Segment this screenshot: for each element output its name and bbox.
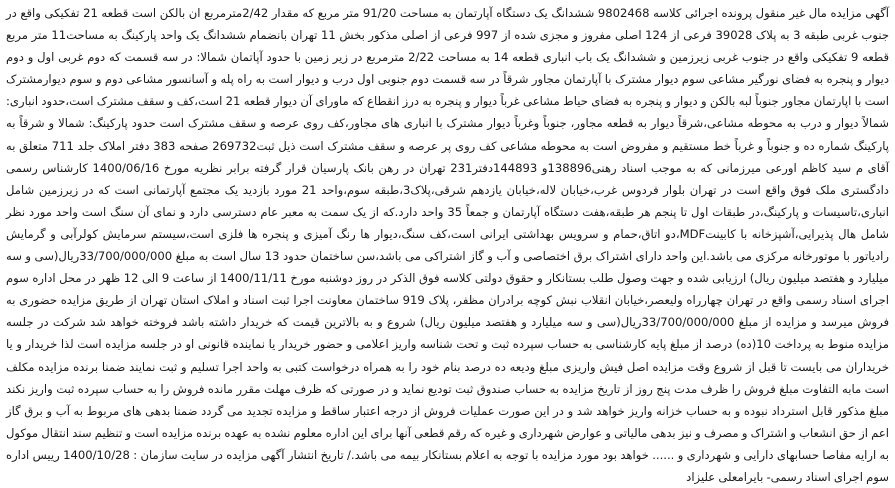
notice-body-text: آگهی مزایده مال غیر منقول پرونده اجرائی کلاسه 9802468 ششدانگ یک دستگاه آپارتمان به مساحت 91/20 متر مربع که مقدار 2/42مترمربع ان بالکن است قطعه 21 تفکیکی واقع در جنوب غربی طبقه 3 به پلاک 39028 فرعی از 124 اصلی مفروز و مجزی شده از 997 فرعی از اصلی مذکور بخش 11 تهران بانضمام ششدانگ یک واحد پارکینگ به مساحت11 متر مربع قطعه 9 تفکیکی واقع در جنوب غربی زیرزمین و ششدانگ یک باب انباری قطعه 14 به مساحت 2/22 مترمربع در زیر زمین با حدود آپاتمان شمالا: در سه قسمت که دوم غربی اول و دوم دیوار و پنجره به فضای نورگیر مشاعی سوم دیوار مشترک با آپارتمان مجاور شرقاً در سه قسمت دوم جنوبی اول درب و دیوار است به راه پله و آسانسور مشاعی دوم و سوم دیوارمشترک است با اپارتمان مجاور جنوباً لبه بالکن و دیوار و پنجره به فضای حیاط مشاعی غرباً دیوار و پنجره به درز انقطاع که ماورای آن دیوار قطعه 21 است،کف و سقف مشترک است،حدود انباری: شمالاً دیوار و درب به محوطه مشاعی،شرقاً دیوار به قطعه مجاور، جنوباً وغرباً دیوار مشترک با انباری های مجاور،کف روی عرصه و سقف مشترک است حدود پارکینگ: شمالا و شرقاً به پارکینگ شماره ده و جنوباً و غرباً خط مستقیم و مفروض است به محوطه مشاعی کف روی پر عرصه و سقف مشترک است ذیل ثبت269732 صفحه 383 دفتر املاک جلد 711 متعلق به آقای م سید کاظم اورعی میرزمانی که به موجب اسناد رهنی138896و 144893دفتر231 تهران در رهن بانک پارسیان قرار گرفته برابر نظریه مورخ 1400/06/16 کارشناس رسمی دادگستری ملک فوق واقع است در تهران بلوار فردوس غرب،خیابان لاله،خیابان یازدهم شرقی،پلاک3،طبقه سوم،واحد 21 مورد بازدید یک مجتمع آپارتمانی است که در زیرزمین شامل انباری،تاسیسات و پارکینگ،در طبقات اول تا پنجم هر طبقه،هفت دستگاه آپارتمان و جمعاً 35 واحد دارد.که از یک سمت به معبر عام دسترسی دارد و نمای آن سنگ است واحد مورد نظر شامل هال پذیرایی،آشپزخانه با کابینتMDF،دو اتاق،حمام و سرویس بهداشتی ایرانی است،کف سنگ،دیوار ها رنگ آمیزی و پنجره ها فلزی است،سیستم سرمایش کولرآبی و گرمایش رادیاتور با موتورخانه مرکزی می باشد.این واحد دارای اشتراک برق اختصاصی و آب و گاز اشتراکی می باشد،سن ساختمان حدود 13 سال است به مبلغ 33/700/000/000ریال(سی و سه میلیارد و هفتصد میلیون ریال) ارزیابی شده و جهت وصول طلب بستانکار و حقوق دولتی کلاسه فوق الذکر در روز دوشنبه مورخ 1400/11/11 از ساعت 9 الی 12 ظهر در محل اداره سوم اجرای اسناد رسمی واقع در تهران چهارراه ولیعصر،خیابان انقلاب نبش کوچه برادران مظفر، پلاک 919 ساختمان معاونت اجرا ثبت اسناد و املاک استان تهران از طریق مزایده حضوری به فروش میرسد و مزایده از مبلغ 33/700/000/000ریال(سی و سه میلیارد و هفتصد میلیون ریال) شروع و به بالاترین قیمت که خریدار داشته باشد فروخته خواهد شد شرکت در جلسه مزایده منوط به پرداخت 10(ده) درصد از مبلغ پایه کارشناسی به حساب سپرده ثبت و تحت شناسه واریز اعلامی و حضور خریدار یا نماینده قانونی او در جلسه مزایده است لذا خریدار و یا خریداران می بایست تا قبل از شروع وقت مزایده اصل فیش واریزی مبلغ ودیعه ده درصد بنام خود را به همراه درخواست کتبی به واحد اجرا تسلیم و ثبت نمایند ضمنا برنده مزایده مکلف است مابه التفاوت مبلغ فروش را ظرف مدت پنج روز از تاریخ مزایده به حساب صندوق ثبت تودیع نماید و در صورتی که ظرف مهلت مقرر مانده فروش را به حساب سپرده ثبت واریز نکند مبلغ مذکور قابل استرداد نبوده و به حساب خزانه واریز خواهد شد و در این صورت عملیات فروش از درجه اعتبار ساقط و مزایده تجدید می گردد ضمنا بدهی های مربوط به آب و برق گاز اعم از حق انشعاب و اشتراک و مصرف و نیز بدهی مالیاتی و عوارض شهرداری و غیره که رقم قطعی آنها برای این اداره معلوم نشده به عهده برنده مزایده است و تنظیم سند انتقال موکول به ارایه مفاصا حسابهای دارایی و شهرداری و ...... خواهد بود مورد مزایده با توجه به اعلام بستانکار بیمه می باشد./ تاریخ انتشار آگهی مزایده در سایت سازمان : 1400/10/28 رییس اداره سوم اجرای اسناد رسمی- بایرامعلی علیزاد [6,6,890,484]
